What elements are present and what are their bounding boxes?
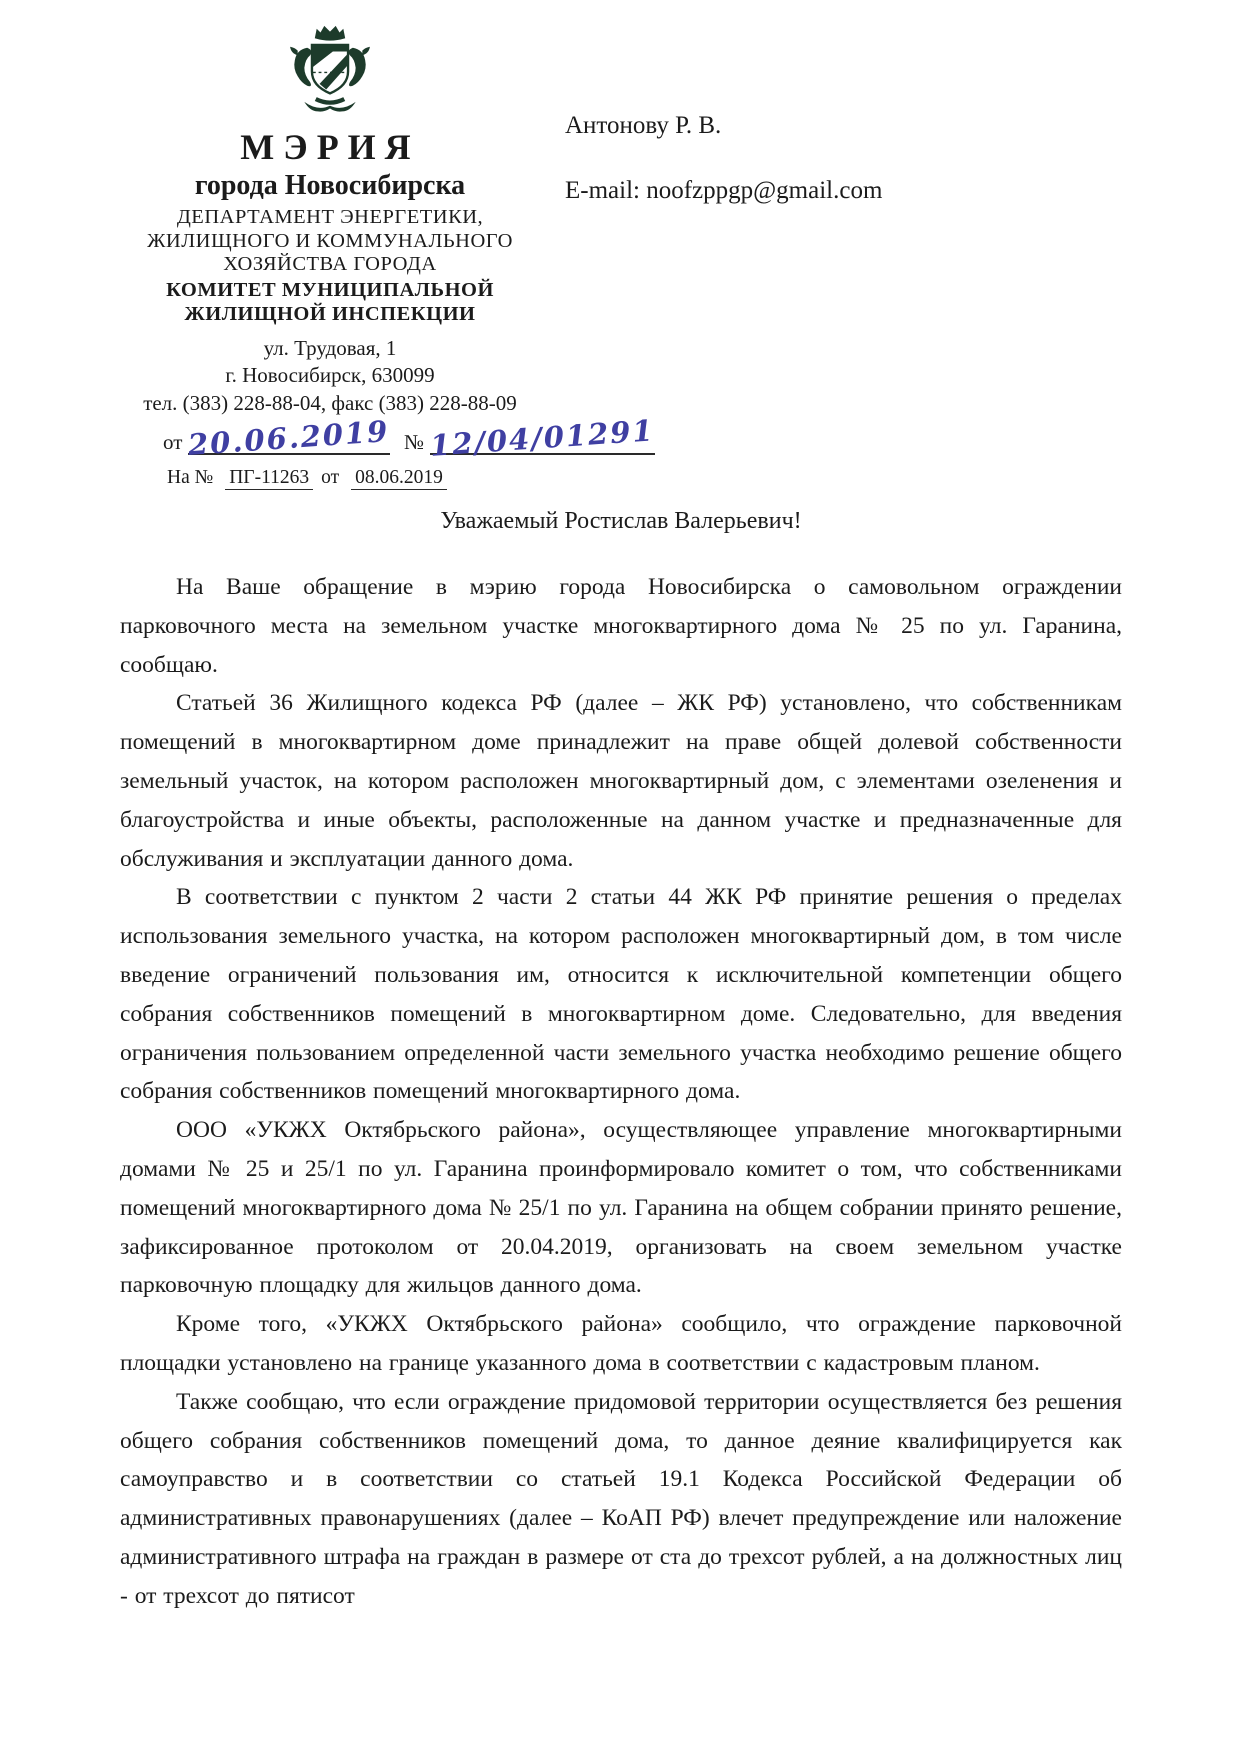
committee-line-1: КОМИТЕТ МУНИЦИПАЛЬНОЙ	[166, 278, 494, 301]
reference-label: На №	[167, 467, 214, 488]
body-paragraph-4: ООО «УКЖХ Октябрьского района», осуществляющее управление многоквартирными домами № 25 и 25/1 по ул. Гаранина проинформировало комитет о том, что собственниками помещений многоквартирного дома № 25/1 по ул. Гаранина на общем собрании принято решение, зафиксированное протоколом от 20.04.2019, организовать на своем земельном участке парковочную площадку для жильцов данного дома.	[120, 1117, 1122, 1299]
reference-from-label: от	[321, 467, 340, 488]
recipient-email-line	[565, 177, 882, 205]
recipient-block	[565, 112, 882, 205]
org-title: МЭРИЯ	[240, 127, 420, 167]
outgoing-number-label: №	[404, 430, 425, 454]
outgoing-number-blank	[429, 413, 656, 463]
incoming-reference-row	[85, 467, 575, 489]
recipient-name: Антонову Р. В.	[565, 112, 722, 139]
handwritten-outgoing-number: 12/04/01291	[429, 413, 656, 463]
outgoing-date-blank	[187, 414, 391, 462]
letter-body	[120, 508, 1122, 1616]
address-city: г. Новосибирск, 630099	[225, 363, 435, 387]
department-line-3: ХОЗЯЙСТВА ГОРОДА	[223, 253, 437, 275]
novosibirsk-coat-of-arms-icon	[85, 24, 575, 124]
email-address: noofzppgp@gmail.com	[646, 177, 883, 204]
email-label: E-mail:	[565, 177, 640, 204]
phone-fax-line: тел. (383) 228-88-04, факс (383) 228-88-09	[143, 390, 517, 415]
org-subtitle: города Новосибирска	[194, 170, 466, 201]
reference-number: ПГ-11263	[225, 467, 313, 490]
department-line-1: ДЕПАРТАМЕНТ ЭНЕРГЕТИКИ,	[176, 206, 484, 228]
handwritten-outgoing-date: 20.06.2019	[187, 414, 391, 462]
outgoing-from-label: от	[163, 430, 183, 454]
reference-date: 08.06.2019	[351, 467, 447, 490]
body-paragraph-2: Статьей 36 Жилищного кодекса РФ (далее – ЖК РФ) установлено, что собственникам помещений в многоквартирном доме принадлежит на праве общей долевой собственности земельный участок, на котором расположен многоквартирный дом, с элементами озеленения и благоустройства и иные объекты, расположенные на данном участке и предназначенные для обслуживания и эксплуатации данного дома.	[120, 690, 1122, 872]
salutation: Уважаемый Ростислав Валерьевич!	[440, 508, 802, 534]
body-paragraph-5: Кроме того, «УКЖХ Октябрьского района» сообщило, что ограждение парковочной площадки установлено на границе указанного дома в соответствии с кадастровым планом.	[120, 1311, 1122, 1376]
body-paragraph-3: В соответствии с пунктом 2 части 2 статьи 44 ЖК РФ принятие решения о пределах использования земельного участка, на котором расположен многоквартирный дом, в том числе введение ограничений пользования им, относится к исключительной компетенции общего собрания собственников помещений в многоквартирном доме. Следовательно, для введения ограничения пользованием определенной части земельного участка необходимо решение общего собрания собственников помещений многоквартирного дома.	[120, 884, 1122, 1105]
department-line-2: ЖИЛИЩНОГО И КОММУНАЛЬНОГО	[147, 229, 513, 252]
body-paragraph-1: На Ваше обращение в мэрию города Новосибирска о самовольном ограждении парковочного места на земельном участке многоквартирного дома № 25 по ул. Гаранина, сообщаю.	[120, 574, 1122, 678]
committee-line-2: ЖИЛИЩНОЙ ИНСПЕКЦИИ	[184, 302, 476, 325]
body-paragraph-6: Также сообщаю, что если ограждение придомовой территории осуществляется без решения общего собрания собственников помещений дома, то данное деяние квалифицируется как самоуправство и в соответствии со статьей 19.1 Кодекса Российской Федерации об административных правонарушениях (далее – КоАП РФ) влечет предупреждение или наложение административного штрафа на граждан в размере от ста до трехсот рублей, а на должностных лиц - от трехсот до пятисот	[120, 1388, 1122, 1609]
outgoing-registration-row	[85, 413, 656, 463]
address-street: ул. Трудовая, 1	[263, 335, 397, 360]
